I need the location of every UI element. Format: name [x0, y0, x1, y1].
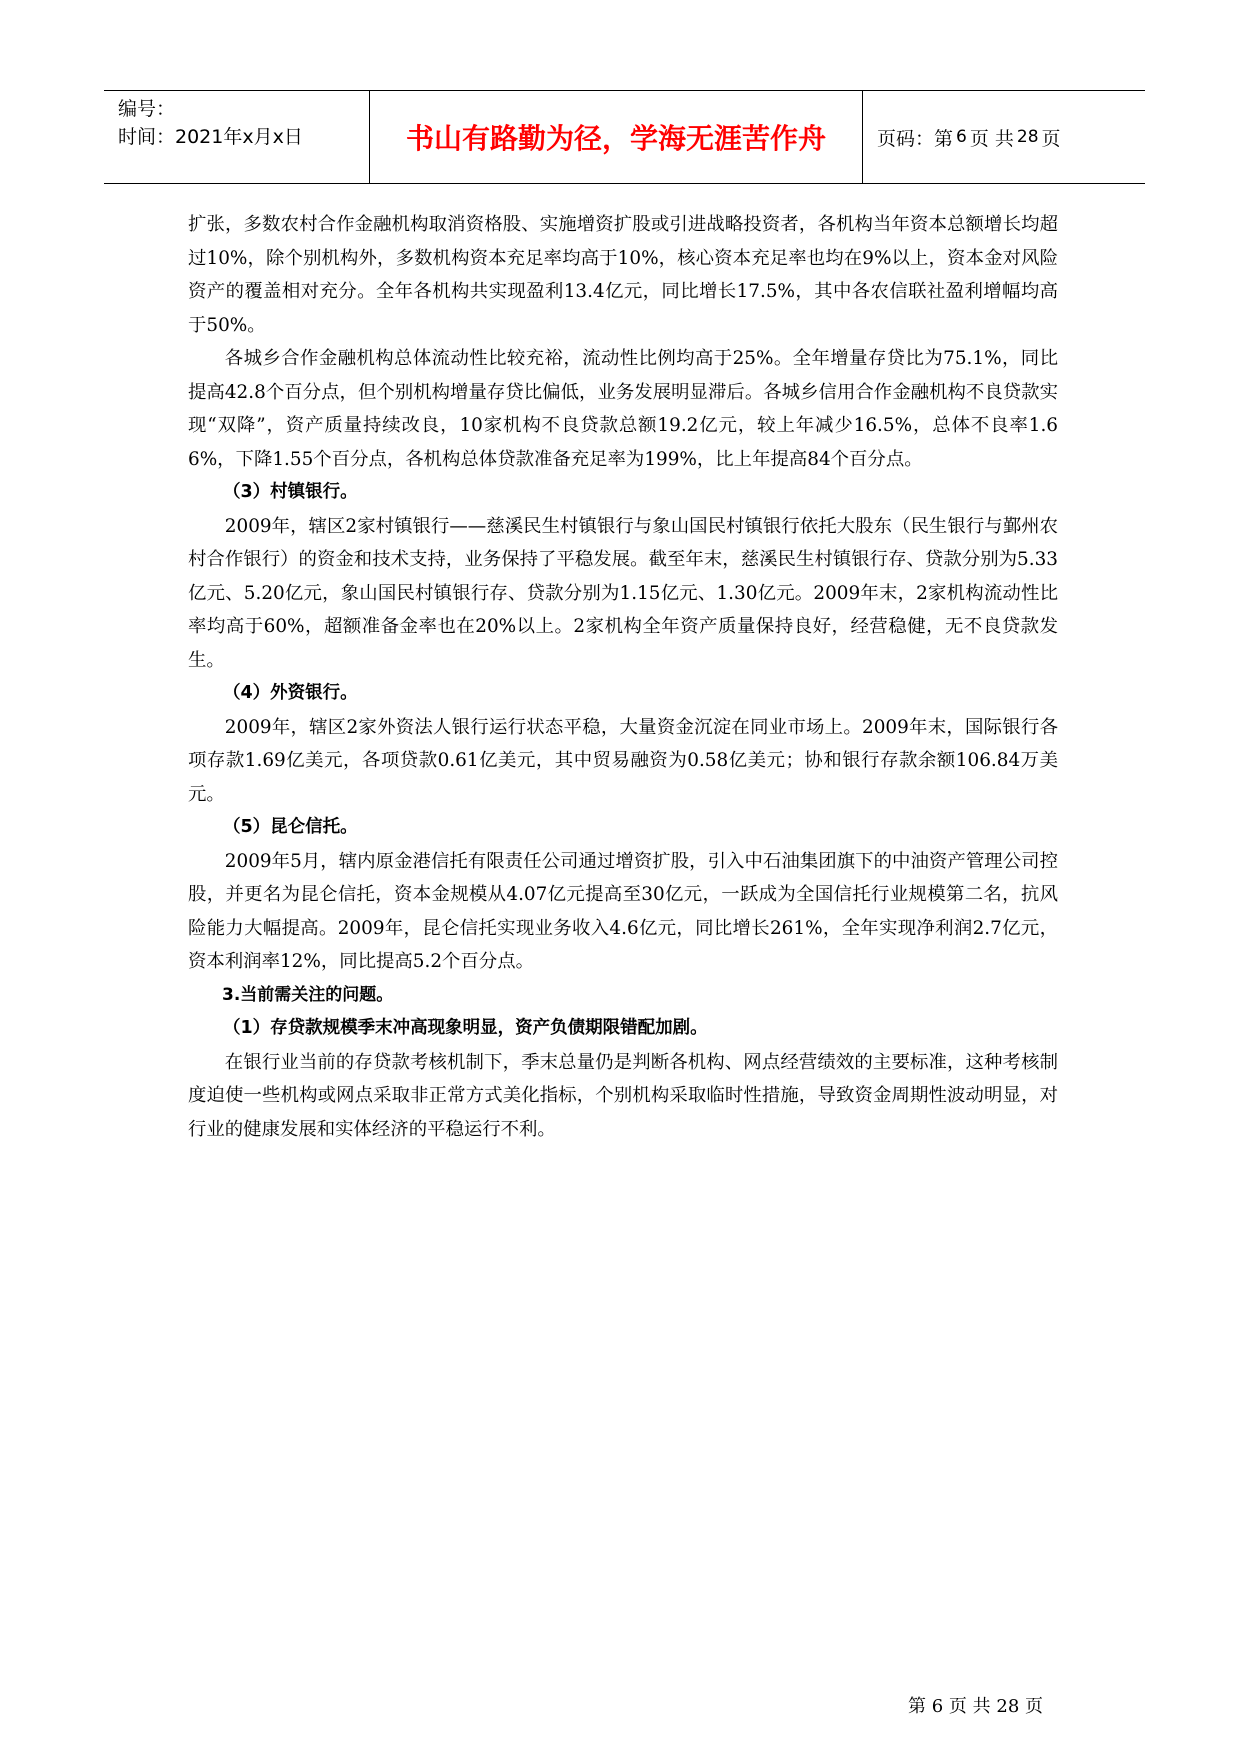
section-heading: （3）村镇银行。: [223, 482, 358, 502]
footer-suffix: 页: [1025, 1696, 1044, 1717]
paragraph: 扩张，多数农村合作金融机构取消资格股、实施增资扩股或引进战略投资者，各机构当年资本总额增长均超过10%，除个别机构外，多数机构资本充足率均高于10%，核心资本充足率也均在9%以上，资本金对风险资产的覆盖相对充分。全年各机构共实现盈利13.4亿元，同比增长17.5%，其中各农信联社盈利增幅均高于50%。: [188, 214, 1058, 336]
paragraph: 2009年5月，辖内原金港信托有限责任公司通过增资扩股，引入中石油集团旗下的中油资产管理公司控股，并更名为昆仑信托，资本金规模从4.07亿元提高至30亿元，一跃成为全国信托行业规模第二名，抗风险能力大幅提高。2009年，昆仑信托实现业务收入4.6亿元，同比增长261%，全年实现净利润2.7亿元，资本利润率12%，同比提高5.2个百分点。: [188, 850, 1058, 972]
header-page-prefix: 页码：第: [877, 127, 954, 150]
header-meta: [104, 91, 370, 183]
header-page-suffix: 页: [1041, 127, 1061, 150]
paragraph: 在银行业当前的存贷款考核机制下，季末总量仍是判断各机构、网点经营绩效的主要标准，这种考核制度迫使一些机构或网点采取非正常方式美化指标，个别机构采取临时性措施，导致资金周期性波动明显，对行业的健康发展和实体经济的平稳运行不利。: [188, 1051, 1058, 1140]
document-body: [188, 208, 1058, 1146]
page-footer: [908, 1692, 1043, 1718]
document-date: 时间：2021年x月x日: [118, 126, 303, 148]
footer-prefix: 第: [908, 1696, 926, 1717]
section-heading: 3.当前需关注的问题。: [222, 984, 394, 1005]
header-page-info: [863, 91, 1145, 183]
footer-page-current: 6: [931, 1696, 944, 1717]
document-header: [104, 90, 1145, 184]
section-heading: （5）昆仑信托。: [223, 817, 358, 837]
document-number-label: 编号：: [118, 98, 176, 120]
paragraph: 2009年，辖区2家外资法人银行运行状态平稳，大量资金沉淀在同业市场上。2009年末，国际银行各项存款1.69亿美元，各项贷款0.61亿美元，其中贸易融资为0.58亿美元；协和银行存款余额106.84万美元。: [188, 716, 1058, 805]
header-motto: 书山有路勤为径，学海无涯苦作舟: [370, 91, 863, 183]
section-heading: （4）外资银行。: [223, 683, 358, 703]
footer-mid: 页 共: [948, 1696, 991, 1717]
paragraph: 2009年，辖区2家村镇银行——慈溪民生村镇银行与象山国民村镇银行依托大股东（民生银行与鄞州农村合作银行）的资金和技术支持，业务保持了平稳发展。截至年末，慈溪民生村镇银行存、贷款分别为5.33亿元、5.20亿元，象山国民村镇银行存、贷款分别为1.15亿元、1.30亿元。2009年末，2家机构流动性比率均高于60%，超额准备金率也在20%以上。2家机构全年资产质量保持良好，经营稳健，无不良贷款发生。: [188, 515, 1058, 671]
paragraph: 各城乡合作金融机构总体流动性比较充裕，流动性比例均高于25%。全年增量存贷比为75.1%，同比提高42.8个百分点，但个别机构增量存贷比偏低，业务发展明显滞后。各城乡信用合作金融机构不良贷款实现“双降”，资产质量持续改良，10家机构不良贷款总额19.2亿元，较上年减少16.5%，总体不良率1.66%，下降1.55个百分点，各机构总体贷款准备充足率为199%，比上年提高84个百分点。: [188, 348, 1058, 470]
header-page-total: 28: [1016, 127, 1039, 147]
header-page-current: 6: [956, 127, 967, 147]
footer-page-total: 28: [996, 1696, 1020, 1717]
header-page-mid: 页 共: [969, 127, 1014, 150]
section-heading: （1）存贷款规模季末冲高现象明显，资产负债期限错配加剧。: [223, 1018, 708, 1038]
